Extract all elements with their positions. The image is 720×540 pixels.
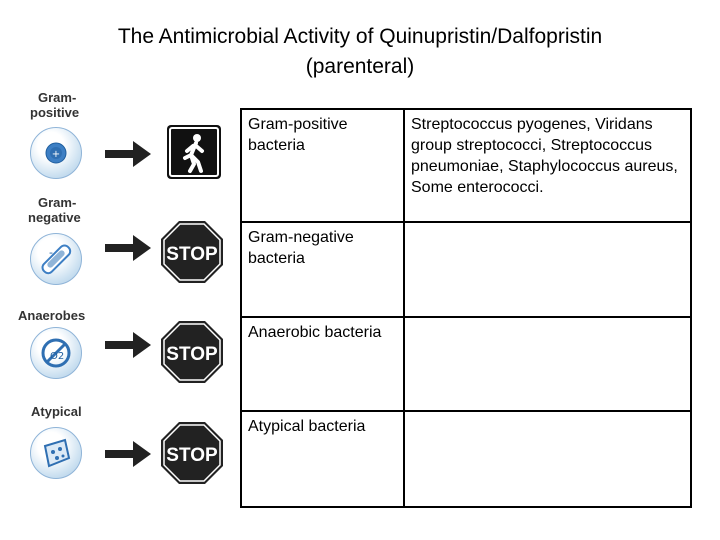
category-cell: Anaerobic bacteria [241,317,404,411]
organisms-cell: Streptococcus pyogenes, Viridans group streptococci, Streptococcus pneumoniae, Staphylococcus aureus, Some enterococci. [404,109,691,222]
table-row [241,109,691,222]
stop-sign-icon [160,421,224,485]
table-row [241,317,691,411]
page-title: The Antimicrobial Activity of Quinupristin/Dalfopristin [117,25,603,48]
organisms-cell [404,411,691,507]
page-subtitle: (parenteral) [305,55,415,78]
activity-table [240,108,692,508]
category-cell: Gram-positive bacteria [241,109,404,222]
arrow-right-icon [105,235,151,261]
svg-text:+: + [51,149,61,160]
atypical-icon [30,427,82,479]
category-cell: Gram-negative bacteria [241,222,404,317]
stop-sign-icon [160,220,224,284]
icon-label-gram: Gram- [38,195,77,210]
organisms-cell [404,317,691,411]
table-row [241,411,691,507]
svg-text:O2: O2 [50,351,65,362]
stop-sign-icon [160,320,224,384]
svg-text:-: - [49,246,53,259]
icon-label-negative: negative [28,210,81,225]
category-cell: Atypical bacteria [241,411,404,507]
gram-negative-bacillus-icon [30,233,82,285]
icon-label-positive: positive [30,105,80,120]
icon-label-atypical: Atypical [31,404,82,419]
gram-positive-cell-icon [30,127,82,179]
stop-sign-text: STOP [166,344,218,365]
table-row [241,222,691,317]
icon-label-gram: Gram- [38,90,77,105]
organisms-cell [404,222,691,317]
stop-sign-text: STOP [166,244,218,265]
stop-sign-text: STOP [166,445,218,466]
arrow-right-icon [105,441,151,467]
anaerobe-icon [30,327,82,379]
arrow-right-icon [105,141,151,167]
arrow-right-icon [105,332,151,358]
walk-sign-icon [166,124,222,180]
icon-label-anaerobes: Anaerobes [18,308,86,323]
